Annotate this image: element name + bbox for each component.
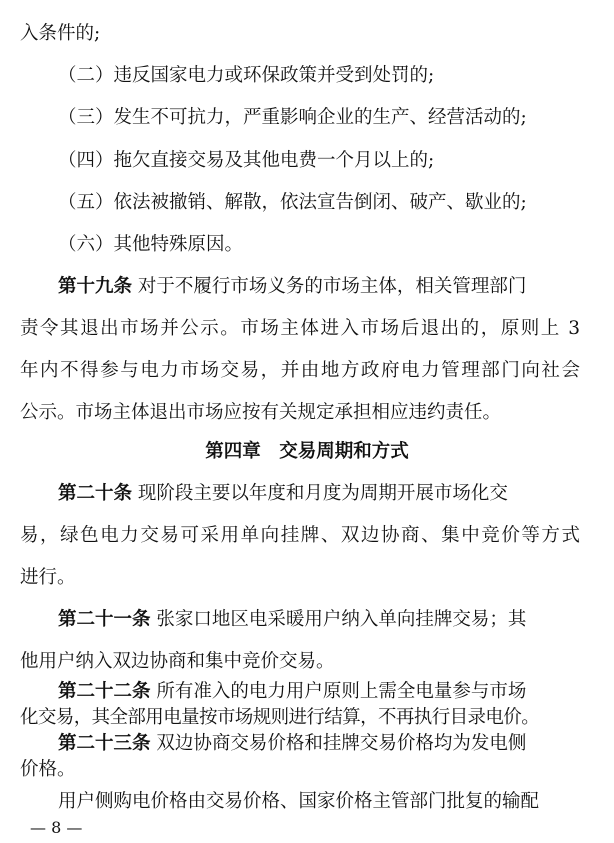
item-2: （二）违反国家电力或环保政策并受到处罚的; xyxy=(58,65,435,86)
article-20-text: 现阶段主要以年度和月度为周期开展市场化交 xyxy=(137,483,508,504)
article-21-line-1 xyxy=(58,608,580,632)
article-19-line-3: 年内不得参与电力市场交易，并由地方政府电力管理部门向社会 xyxy=(20,360,580,381)
article-23-line-1 xyxy=(58,732,580,756)
article-21-label: 第二十一条 xyxy=(58,609,151,630)
article-22-label: 第二十二条 xyxy=(58,681,151,702)
article-19-line-2: 责令其退出市场并公示。市场主体进入市场后退出的，原则上 3 xyxy=(20,318,580,339)
chapter-heading: 第四章 交易周期和方式 xyxy=(205,441,409,462)
article-22-line-2: 化交易，其全部用电量按市场规则进行结算，不再执行目录电价。 xyxy=(20,707,540,728)
item-3: （三）发生不可抗力，严重影响企业的生产、经营活动的; xyxy=(58,107,527,128)
article-19-label: 第十九条 xyxy=(58,276,133,297)
article-22-text: 所有准入的电力用户原则上需全电量参与市场 xyxy=(156,681,527,702)
article-20-label: 第二十条 xyxy=(58,483,133,504)
item-5: （五）依法被撤销、解散，依法宣告倒闭、破产、歇业的; xyxy=(58,192,527,213)
article-20-line-3: 进行。 xyxy=(20,567,76,588)
item-6: （六）其他特殊原因。 xyxy=(58,234,244,255)
article-20-line-2: 易，绿色电力交易可采用单向挂牌、双边协商、集中竞价等方式 xyxy=(20,525,580,546)
page-number: — 8 — xyxy=(30,818,83,837)
article-23-label: 第二十三条 xyxy=(58,733,151,754)
article-23-line-3: 用户侧购电价格由交易价格、国家价格主管部门批复的输配 xyxy=(58,791,540,812)
article-20-line-1 xyxy=(58,482,580,506)
line-1: 入条件的; xyxy=(20,23,101,44)
article-23-line-2: 价格。 xyxy=(20,759,76,780)
article-19-line-4: 公示。市场主体退出市场应按有关规定承担相应违约责任。 xyxy=(20,402,502,423)
article-23-text: 双边协商交易价格和挂牌交易价格均为发电侧 xyxy=(156,733,527,754)
article-22-line-1 xyxy=(58,680,580,704)
article-21-text: 张家口地区电采暖用户纳入单向挂牌交易；其 xyxy=(156,609,527,630)
article-19-line-1 xyxy=(58,275,580,299)
article-19-text: 对于不履行市场义务的市场主体，相关管理部门 xyxy=(137,276,527,297)
item-4: （四）拖欠直接交易及其他电费一个月以上的; xyxy=(58,150,435,171)
article-21-line-2: 他用户纳入双边协商和集中竞价交易。 xyxy=(20,651,335,672)
